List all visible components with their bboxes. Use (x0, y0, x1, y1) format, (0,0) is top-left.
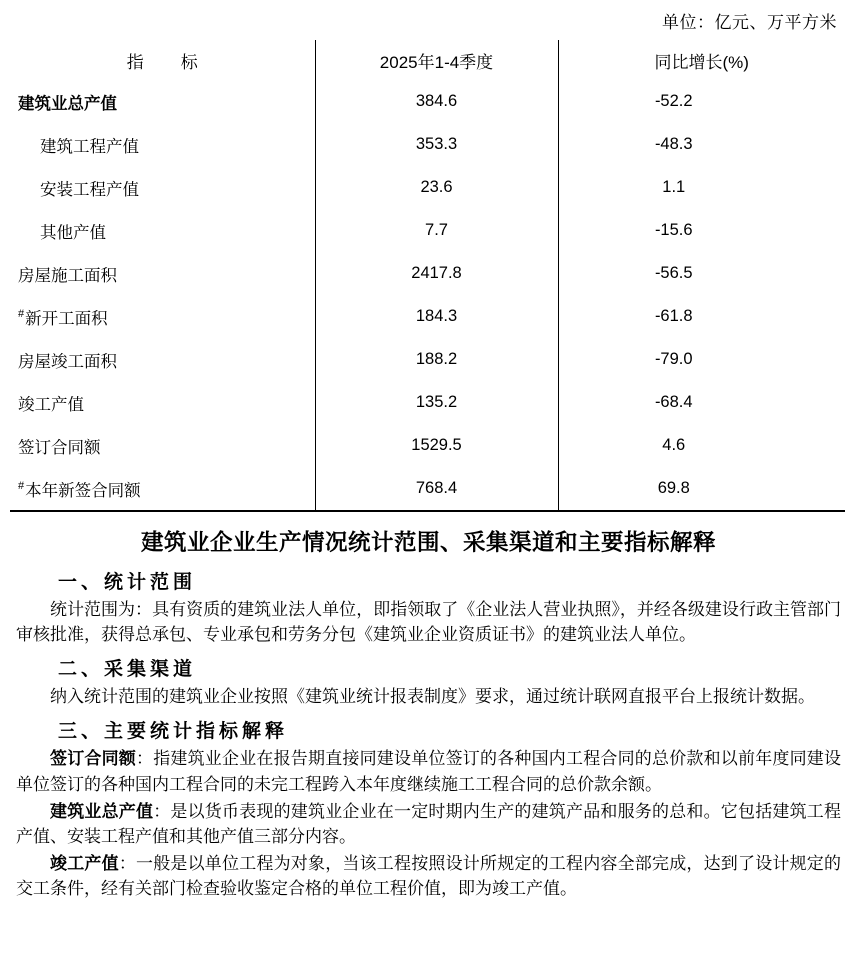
table-row (10, 123, 845, 166)
row-value: 1529.5 (315, 424, 558, 467)
row-growth: -56.5 (654, 264, 693, 282)
row-label-text: 新开工面积 (25, 309, 108, 328)
explanation-paragraph: 签订合同额：指建筑业企业在报告期直接同建设单位签订的各种国内工程合同的总价款和以前年度同建设单位签订的各种国内工程合同的未完工程跨入本年度继续施工工程合同的总价款余额。 (16, 749, 841, 794)
explanation-heading: 二、采集渠道 (58, 659, 197, 681)
column-header-period: 2025年1-4季度 (315, 40, 558, 80)
row-growth: -68.4 (654, 393, 693, 411)
construction-statistics-table (10, 40, 845, 512)
table-row (10, 381, 845, 424)
row-label (10, 295, 315, 338)
row-label (10, 209, 315, 252)
table-row (10, 209, 845, 252)
column-header-growth: 同比增长(%) (558, 40, 845, 80)
column-header-indicator: 指 标 (126, 52, 208, 72)
row-label (10, 381, 315, 424)
row-label (10, 338, 315, 381)
row-label-text: 本年新签合同额 (25, 481, 141, 500)
table-row (10, 252, 845, 295)
unit-note: 单位：亿元、万平方米 (662, 13, 837, 32)
row-growth: -61.8 (654, 307, 693, 325)
row-label-text: 签订合同额 (18, 438, 101, 457)
explanation-body (16, 567, 841, 901)
explanation-heading: 三、主要统计指标解释 (58, 721, 289, 743)
row-growth: -15.6 (654, 221, 693, 239)
explanation-term: 竣工产值 (50, 854, 119, 874)
table-row (10, 166, 845, 209)
explanation-paragraph: 竣工产值：一般是以单位工程为对象，当该工程按照设计所规定的工程内容全部完成，达到了设计规定的交工条件，经有关部门检查验收鉴定合格的单位工程价值，即为竣工产值。 (16, 854, 842, 899)
row-label-text: 房屋施工面积 (18, 266, 117, 285)
explanation-heading: 一、统计范围 (58, 572, 197, 593)
row-value: 184.3 (315, 295, 558, 338)
table-row (10, 424, 845, 467)
explanation-term: 建筑业总产值 (50, 801, 154, 821)
row-label (10, 424, 315, 467)
footnote-mark: # (18, 480, 25, 492)
row-label-text: 建筑业总产值 (18, 94, 117, 113)
row-growth: 4.6 (662, 436, 686, 454)
row-value: 768.4 (315, 467, 558, 511)
row-label-text: 其他产值 (40, 223, 106, 242)
table-row (10, 80, 845, 123)
row-label (10, 467, 315, 511)
row-label (10, 80, 315, 123)
table-row (10, 295, 845, 338)
row-label (10, 252, 315, 295)
row-value: 353.3 (315, 123, 558, 166)
row-value: 23.6 (315, 166, 558, 209)
row-value: 135.2 (315, 381, 558, 424)
table-row (10, 467, 845, 511)
row-value: 2417.8 (315, 252, 558, 295)
footnote-mark: # (18, 308, 25, 320)
row-label-text: 安装工程产值 (40, 180, 139, 199)
explanation-title: 建筑业企业生产情况统计范围、采集渠道和主要指标解释 (140, 530, 716, 555)
explanation-paragraph: 统计范围为：具有资质的建筑业法人单位，即指领取了《企业法人营业执照》，并经各级建设行政主管部门审核批准，获得总承包、专业承包和劳务分包《建筑业企业资质证书》的建筑业法人单位。 (16, 600, 841, 645)
explanation-paragraph: 建筑业总产值：是以货币表现的建筑业企业在一定时期内生产的建筑产品和服务的总和。它包括建筑工程产值、安装工程产值和其他产值三部分内容。 (16, 801, 842, 846)
row-value: 188.2 (315, 338, 558, 381)
explanation-paragraph: 纳入统计范围的建筑业企业按照《建筑业统计报表制度》要求，通过统计联网直报平台上报统计数据。 (50, 687, 815, 707)
table-row (10, 338, 845, 381)
row-label-text: 建筑工程产值 (40, 137, 139, 156)
row-growth: 69.8 (558, 467, 845, 511)
row-growth: -48.3 (654, 135, 693, 153)
row-growth: 1.1 (662, 178, 686, 196)
row-label-text: 竣工产值 (18, 395, 84, 414)
table-body (10, 80, 845, 511)
row-value: 7.7 (315, 209, 558, 252)
row-label (10, 123, 315, 166)
row-label-text: 房屋竣工面积 (18, 352, 117, 371)
row-growth: -52.2 (654, 92, 693, 110)
explanation-term: 签订合同额 (50, 749, 136, 769)
row-value: 384.6 (315, 80, 558, 123)
row-growth: -79.0 (654, 350, 693, 368)
row-label (10, 166, 315, 209)
table-header-row (10, 40, 845, 80)
explanation-section (0, 525, 859, 919)
